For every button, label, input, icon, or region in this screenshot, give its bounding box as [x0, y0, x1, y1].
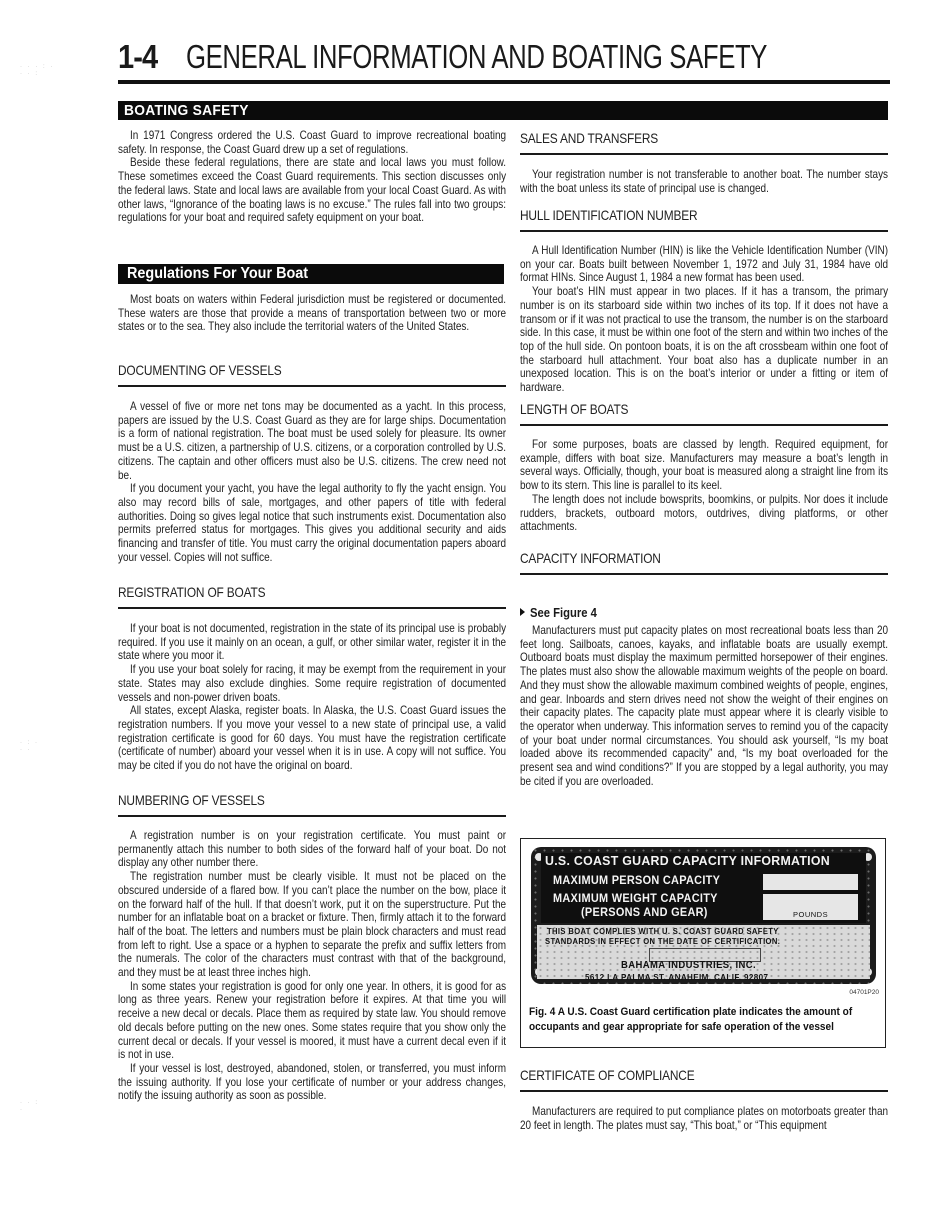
paragraph: All states, except Alaska, register boats. In Alaska, the U.S. Coast Guard issues the registration numbers. If you move your vessel to a new state of principal use, a valid registration certificate is good for 60 days. You must have the registration certificate (certificate of number) aboard your vessel when it is in use. A copy will not suffice. You may be cited if you do not have the original on board.	[118, 704, 507, 773]
paragraph: A vessel of five or more net tons may be documented as a yacht. In this process, papers are issued by the U.S. Coast Guard as they are for large ships. Documentation is a form of national registration. The boat must be used solely for pleasure. Its owner must be a U.S. citizen, a partnership of U.S. citizens, or a corporation controlled by U.S. citizens. The captain and other officers must also be U.S. citizens. The crew need not be.	[118, 400, 507, 482]
subheading-rule	[520, 573, 888, 575]
subheading-rule	[520, 1090, 888, 1092]
section-heading-boating-safety: BOATING SAFETY	[118, 101, 888, 120]
sales-body	[520, 168, 888, 195]
paragraph: If your vessel is lost, destroyed, abandoned, stolen, or transferred, you must inform the issuing authority. If you lose your certificate of number or your address changes, notify the issuing authority as soon as possible.	[118, 1061, 507, 1103]
subheading-hin: HULL IDENTIFICATION NUMBER	[520, 207, 698, 223]
plate-weight-capacity: MAXIMUM WEIGHT CAPACITY	[553, 893, 718, 905]
paragraph: In 1971 Congress ordered the U.S. Coast Guard to improve recreational boating safety. In response, the Coast Guard drew up a set of regulations.	[118, 129, 507, 156]
subheading-rule	[118, 815, 506, 817]
plate-person-capacity: MAXIMUM PERSON CAPACITY	[553, 875, 721, 887]
page-number: 1-4	[118, 38, 158, 75]
person-capacity-field	[763, 874, 858, 890]
paragraph: Manufacturers must put capacity plates on most recreational boats less than 20 feet long. Sailboats, canoes, kayaks, and inflatable boats are usually exempt. Outboard boats must display the maximum permitted horsepower of their engines. The plates must also show the allowable maximum weights of the people on board. And they must show the allowable maximum combined weights of people, engines, and gear. Inboards and stern drives need not show the weight of their engines on their capacity plates. The capacity plate must appear where it is clearly visible to the operator when underway. This information serves to remind you of the capacity of your boat under normal circumstances. You should ask yourself, “Is my boat loaded above its recommended capacity” and, “Is my boat overloaded for the present sea and wind conditions?” If you are stopped by a legal authority, you may be cited if you are overloaded.	[520, 624, 889, 788]
see-figure-reference[interactable]: See Figure 4	[520, 606, 604, 620]
scan-speck: · · · : · · · :	[20, 64, 55, 77]
paragraph: A Hull Identification Number (HIN) is like the Vehicle Identification Number (VIN) on your car. Boats built between November 1, 1972 and July 31, 1984 have old format HINs. Since August 1, 1984 a new format has been used.	[520, 244, 889, 285]
subheading-length: LENGTH OF BOATS	[520, 401, 629, 417]
compliance-body	[520, 1105, 888, 1132]
subheading-rule	[118, 385, 506, 387]
plate-address: 5612 LA PALMA ST. ANAHEIM, CALIF. 92807	[585, 972, 769, 982]
plate-maker: BAHAMA INDUSTRIES, INC.	[621, 960, 757, 971]
subheading-registration: REGISTRATION OF BOATS	[118, 584, 266, 600]
paragraph: Most boats on waters within Federal jurisdiction must be registered or documented. These waters are those that provide a means of transportation between two or more states or to the sea. They also include the territorial waters of the United States.	[118, 293, 507, 334]
paragraph: For some purposes, boats are classed by length. Required equipment, for example, differs with boat size. Manufacturers may measure a boat’s length in several ways. Officially, though, your boat is measured along a straight line from its bow to its stern. This line is parallel to its keel.	[520, 438, 889, 493]
paragraph: In some states your registration is good for only one year. In others, it is good for as long as three years. Renew your registration before it expires. At that time you will receive a new decal or decals. Place them as required by state law. You should remove old decals before putting on the new ones. Some states require that you show only the current decal or decals. If your vessel is moored, it must have a current decal even if it is not in use.	[118, 979, 507, 1062]
figure-caption: Fig. 4 A U.S. Coast Guard certification plate indicates the amount of occupants and gear appropriate for safe operation of the vessel	[529, 1006, 853, 1033]
subheading-compliance: CERTIFICATE OF COMPLIANCE	[520, 1067, 695, 1083]
paragraph: If you document your yacht, you have the legal authority to fly the yacht ensign. You also may record bills of sale, mortgages, and other papers of title with federal authorities. Doing so gives legal notice that such instruments exist. Documentation also permits preferred status for mortgages. This gives you additional security and aids financing and transfer of title. You must carry the original documentation papers aboard your vessel. Copies will not suffice.	[118, 482, 507, 564]
numbering-body	[118, 829, 506, 1103]
paragraph: Manufacturers are required to put compliance plates on motorboats greater than 20 feet in length. The plates must say, “This boat,” or “This equipment	[520, 1105, 889, 1132]
capacity-body	[520, 624, 888, 788]
documenting-body	[118, 400, 506, 564]
hin-body	[520, 244, 888, 395]
scan-speck: · : · · ·	[20, 740, 39, 753]
paragraph: If your boat is not documented, registration in the state of its principal use is probably required. If you use it mainly on an ocean, a gulf, or other similar water, register it in the state where you moor it.	[118, 622, 507, 663]
section-heading-regulations: Regulations For Your Boat	[118, 264, 504, 284]
arrow-icon	[520, 608, 525, 616]
length-body	[520, 438, 888, 534]
subheading-numbering: NUMBERING OF VESSELS	[118, 792, 265, 808]
paragraph: Your registration number is not transferable to another boat. The number stays with the boat unless its state of principal use is changed.	[520, 168, 889, 195]
subheading-sales: SALES AND TRANSFERS	[520, 130, 659, 146]
paragraph: A registration number is on your registration certificate. You must paint or permanently attach this number to both sides of the forward half of your boat. Do not display any other number there.	[118, 829, 507, 870]
registration-body	[118, 622, 506, 773]
subheading-rule	[520, 153, 888, 155]
plate-title: U.S. COAST GUARD CAPACITY INFORMATION	[545, 853, 830, 868]
page-title: GENERAL INFORMATION AND BOATING SAFETY	[186, 38, 768, 75]
subheading-capacity: CAPACITY INFORMATION	[520, 550, 661, 566]
figure-image-id: 04701P20	[849, 989, 879, 996]
pounds-label: POUNDS	[793, 910, 829, 919]
header-rule	[118, 80, 890, 84]
subheading-rule	[520, 424, 888, 426]
subheading-rule	[118, 607, 506, 609]
paragraph: Beside these federal regulations, there are state and local laws you must follow. These sometimes exceed the Coast Guard requirements. This section discusses only the federal laws. State and local laws are available from your local Coast Guard. As with other laws, “Ignorance of the boating laws is no excuse.” The rules fall into two groups: regulations for your boat and required safety equipment on your boat.	[118, 156, 507, 225]
paragraph: If you use your boat solely for racing, it may be exempt from the requirement in your state. States may also exclude dinghies. Some require registration of documented vessels and non-power driven boats.	[118, 663, 507, 704]
regulations-body	[118, 293, 506, 334]
capacity-plate-image	[531, 847, 876, 984]
paragraph: The length does not include bowsprits, boomkins, or pulpits. Nor does it include rudders, brackets, outboard motors, outdrives, diving platforms, or other attachments.	[520, 492, 889, 534]
subheading-documenting: DOCUMENTING OF VESSELS	[118, 362, 282, 378]
boating-safety-body	[118, 129, 506, 225]
subheading-rule	[520, 230, 888, 232]
scan-speck: · · : ·	[20, 1100, 39, 1113]
plate-compliance-line-2: STANDARDS IN EFFECT ON THE DATE OF CERTIFICATION.	[545, 937, 781, 946]
plate-compliance-line-1: THIS BOAT COMPLIES WITH U. S. COAST GUARD SAFETY	[547, 927, 779, 936]
paragraph: The registration number must be clearly visible. It must not be placed on the obscured underside of a flared bow. If you can’t place the number on the bow, place it on the forward half of the hull. If that doesn’t work, put it on the superstructure. Put the number for an inflatable boat on a bracket or fixture. Then, firmly attach it to the forward half of the boat. The letters and numbers must be plain block characters and must read from left to right. Use a space or a hyphen to separate the prefix and suffix letters from the numerals. The color of the characters must contrast with that of the background, and they must be at least three inches high.	[118, 870, 507, 980]
plate-persons-gear: (PERSONS AND GEAR)	[581, 907, 708, 919]
page-header	[118, 38, 898, 78]
figure-4	[520, 838, 886, 1048]
paragraph: Your boat’s HIN must appear in two places. If it has a transom, the primary number is on its starboard side within two inches of its top. If it does not have a transom or if it was not practical to use the transom, the number is on the starboard side. In this case, it must be within one foot of the stern and within two inches of the top of the hull side. On pontoon boats, it is on the aft crossbeam within one foot of the starboard hull attachment. Your boat also has a duplicate number in an unexposed location. This is on the boat’s interior or under a fitting or item of hardware.	[520, 285, 889, 395]
